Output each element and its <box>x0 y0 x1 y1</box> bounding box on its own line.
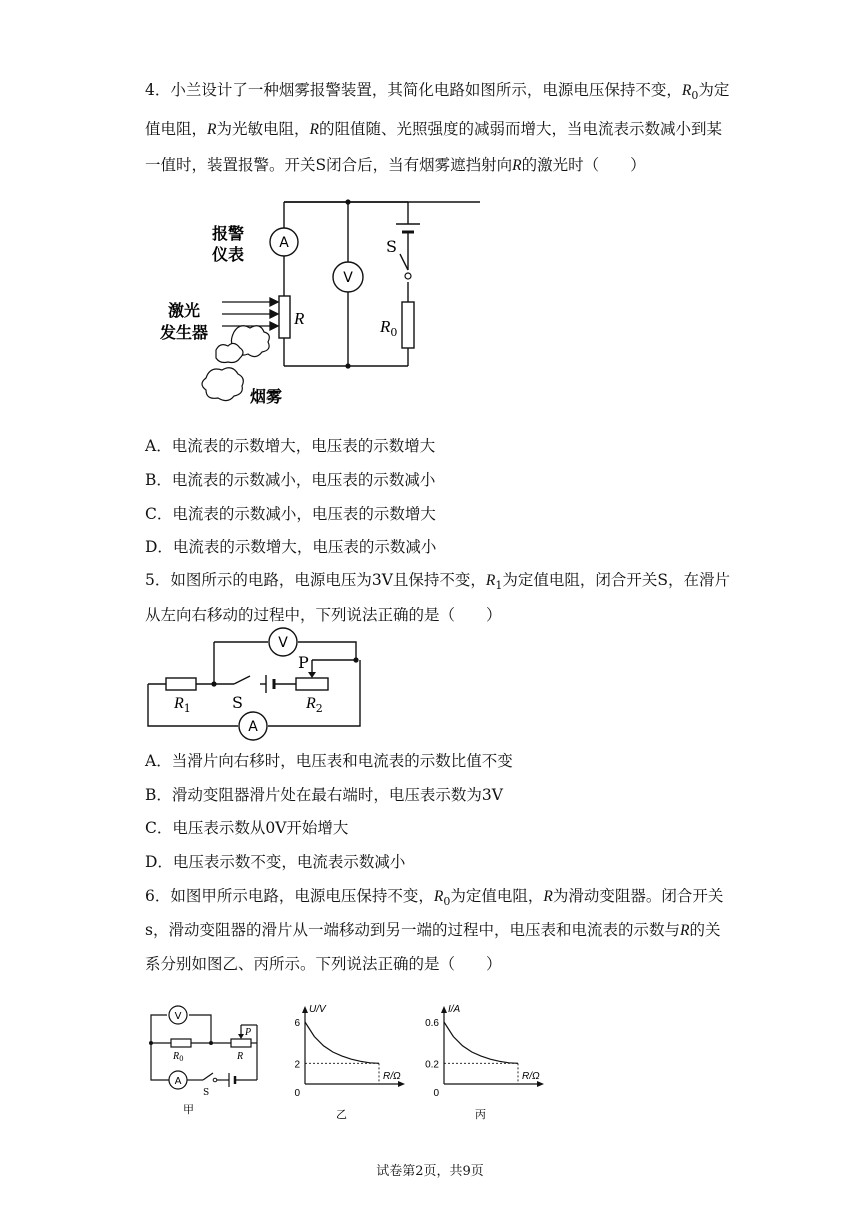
q5-option-d[interactable]: D．电压表示数不变，电流表示数减小 <box>145 853 406 871</box>
q4-option-c[interactable]: C．电流表的示数减小，电压表的示数增大 <box>145 505 436 523</box>
photoresistor-label: R <box>294 309 305 328</box>
y-axis-label: I/A <box>448 1004 461 1015</box>
voltmeter-label: V <box>278 635 288 651</box>
r1-label: $R_1$ <box>174 695 191 715</box>
laser-label-line1: 激光 <box>168 301 201 320</box>
q5-circuit-figure <box>140 628 370 740</box>
y-axis-arrow <box>441 1006 447 1013</box>
y-tick-label: 0.6 <box>425 1018 439 1029</box>
switch-lever <box>203 1073 213 1080</box>
junction-dot <box>149 1041 153 1045</box>
chart-caption: 丙 <box>475 1108 486 1121</box>
chart-caption: 乙 <box>336 1108 347 1121</box>
circuit-caption: 甲 <box>183 1103 194 1116</box>
ammeter-label: A <box>279 235 289 251</box>
resistor-r0 <box>171 1039 191 1047</box>
y-tick-label: 0 <box>433 1088 439 1099</box>
r2-label: $R_2$ <box>306 695 323 715</box>
q5-stem-line1: 5．如图所示的电路，电源电压为3V且保持不变，$R_1$为定值电阻，闭合开关S，在滑片 <box>145 571 731 593</box>
q4-circuit-figure <box>150 190 440 420</box>
q4-option-a[interactable]: A．电流表的示数增大，电压表的示数增大 <box>145 437 436 455</box>
q4-stem-line1: 4．小兰设计了一种烟雾报警装置，其简化电路如图所示，电源电压保持不变，$R_0$为定 <box>145 81 730 103</box>
x-axis-label: R/Ω <box>383 1071 401 1082</box>
r-label: R <box>237 1051 244 1062</box>
page-footer: 试卷第2页，共9页 <box>376 1164 484 1179</box>
chart-yi <box>285 988 415 1123</box>
switch-lever <box>234 676 250 684</box>
ammeter-label: A <box>248 719 258 735</box>
r0-label: $R_0$ <box>173 1051 184 1063</box>
junction-dot <box>211 681 216 686</box>
smoke-label: 烟雾 <box>250 387 283 406</box>
chart-bing <box>420 988 570 1123</box>
slider-label: P <box>298 653 309 672</box>
switch-contact <box>405 273 411 279</box>
q6-stem-line1: 6．如图甲所示电路，电源电压保持不变，$R_0$为定值电阻，R为滑动变阻器。闭合开关 <box>145 887 724 909</box>
voltmeter-label: V <box>343 270 353 286</box>
slider-label: P <box>245 1027 252 1038</box>
resistor-r0 <box>402 302 414 348</box>
data-curve <box>444 1022 518 1063</box>
resistor-r1 <box>166 678 196 690</box>
q6-stem-line3: 系分别如图乙、丙所示。下列说法正确的是（ ） <box>145 955 502 973</box>
laser-label-line2: 发生器 <box>160 323 209 342</box>
y-tick-label: 6 <box>294 1018 300 1029</box>
switch-lever <box>400 254 408 270</box>
junction-dot <box>345 363 350 368</box>
slider-arrow <box>308 672 316 678</box>
switch-label: S <box>232 693 243 712</box>
switch-label: S <box>386 237 397 256</box>
q6-circuit-jia <box>145 995 275 1120</box>
y-tick-label: 2 <box>294 1059 300 1071</box>
junction-dot <box>353 657 358 662</box>
alarm-label-line2: 仪表 <box>212 245 245 264</box>
junction-dot <box>345 199 350 204</box>
laser-arrows <box>222 298 278 330</box>
rheostat-r2 <box>296 678 328 690</box>
q5-option-b[interactable]: B．滑动变阻器滑片处在最右端时，电压表示数为3V <box>145 786 503 804</box>
switch-label: S <box>203 1088 210 1098</box>
rheostat-r <box>231 1039 251 1047</box>
q5-stem-line2: 从左向右移动的过程中，下列说法正确的是（ ） <box>145 606 502 624</box>
alarm-label-line1: 报警 <box>212 224 245 243</box>
x-axis-label: R/Ω <box>522 1071 540 1082</box>
q6-stem-line2: s，滑动变阻器的滑片从一端移动到另一端的过程中，电压表和电流表的示数与R的关 <box>145 921 721 939</box>
slider-arrow <box>238 1034 244 1039</box>
junction-dot <box>209 1041 213 1045</box>
data-curve <box>305 1022 379 1063</box>
q5-option-a[interactable]: A．当滑片向右移时，电压表和电流表的示数比值不变 <box>145 752 513 770</box>
voltmeter-label: V <box>174 1011 182 1022</box>
ammeter-label: A <box>174 1076 182 1087</box>
photoresistor <box>279 296 290 338</box>
q4-stem-line2: 值电阻，R为光敏电阻，R的阻值随、光照强度的减弱而增大，当电流表示数减小到某 <box>145 120 722 138</box>
resistor-r0-label: $R_0$ <box>380 317 398 339</box>
q4-option-b[interactable]: B．电流表的示数减小，电压表的示数减小 <box>145 471 436 489</box>
y-tick-label: 0 <box>294 1088 300 1099</box>
switch-contact <box>213 1078 217 1082</box>
y-axis-arrow <box>302 1006 308 1013</box>
q5-option-c[interactable]: C．电压表示数从0V开始增大 <box>145 819 349 837</box>
q4-option-d[interactable]: D．电流表的示数增大，电压表的示数减小 <box>145 538 437 556</box>
q4-stem-line3: 一值时，装置报警。开关S闭合后，当有烟雾遮挡射向R的激光时（ ） <box>145 156 646 174</box>
y-tick-label: 0.2 <box>425 1059 439 1071</box>
y-axis-label: U/V <box>309 1004 326 1015</box>
